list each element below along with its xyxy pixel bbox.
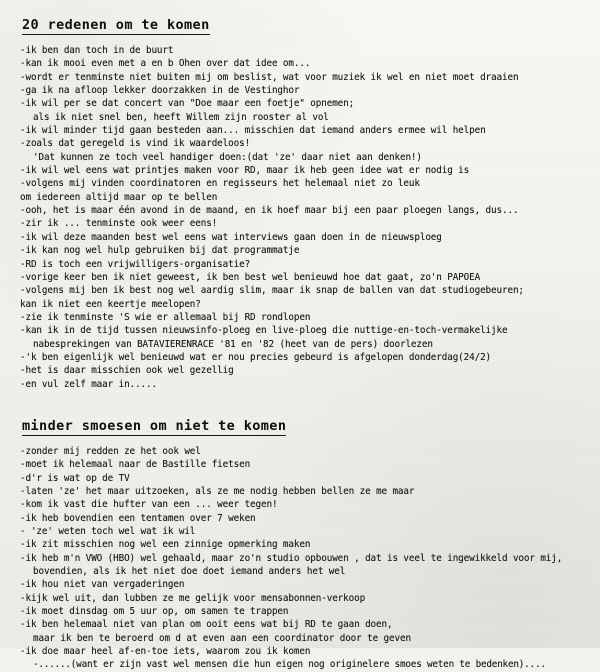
list-item: -ik zit misschien nog wel een zinnige opmerking maken xyxy=(20,539,311,551)
list-item: als ik niet snel ben, heeft Willem zijn rooster al vol xyxy=(33,111,329,123)
list-item: - 'ze' weten toch wel wat ik wil xyxy=(20,526,196,537)
list-item: bovendien, als ik het niet doe doet iemand anders het wel xyxy=(33,566,346,578)
section-heading-smoesen: minder smoesen om niet te komen xyxy=(22,417,287,434)
section-redenen-om-te-komen xyxy=(18,14,588,391)
list-item: -zir ik ... tenminste ook weer eens! xyxy=(20,218,218,230)
list-item: -'k ben eigenlijk wel benieuwd wat er nou precies gebeurd is afgelopen donderdag(24/2) xyxy=(20,351,492,363)
list-item: -volgens mij vinden coordinatoren en regisseurs het helemaal niet zo leuk xyxy=(20,178,420,190)
list-item: -d'r is wat op de TV xyxy=(20,472,130,484)
section-spacer xyxy=(18,391,588,401)
list-item: -wordt er tenminste niet buiten mij om beslist, wat voor muziek ik wel en niet moet draaien xyxy=(20,71,519,83)
list-item: om iedereen altijd maar op te bellen xyxy=(20,191,218,203)
list-item: -ik ben dan toch in de buurt xyxy=(20,45,174,56)
list-item: -ik hou niet van vergaderingen xyxy=(20,579,185,591)
list-item: -zoals dat geregeld is vind ik waardeloos! xyxy=(20,138,251,150)
list-item: -zonder mij redden ze het ook wel xyxy=(20,445,201,457)
list-item: -ik wil deze maanden best wel eens wat interviews gaan doen in de nieuwsploeg xyxy=(20,231,442,243)
list-item: -ik doe maar heel af-en-toe iets, waarom zou ik komen xyxy=(20,646,311,658)
list-item: -ga ik na afloop lekker doorzakken in de Vestinghor xyxy=(20,85,300,97)
list-item: -kijk wel uit, dan lubben ze me gelijk voor mensabonnen-verkoop xyxy=(20,592,366,604)
list-item: -RD is toch een vrijwilligers-organisatie? xyxy=(20,258,251,270)
list-item: -het is daar misschien ook wel gezellig xyxy=(20,365,234,377)
list-item: -vorige keer ben ik niet geweest, ik ben best wel benieuwd hoe dat gaat, zo'n PAPOEA xyxy=(20,271,481,283)
list-item: -ik moet dinsdag om 5 uur op, om samen te trappen xyxy=(20,606,289,618)
list-item: -ik wil wel eens wat printjes maken voor RD, maar ik heb geen idee wat er nodig is xyxy=(20,165,470,177)
list-item: -kan ik in de tijd tussen nieuwsinfo-ploeg en live-ploeg die nuttige-en-toch-vermakelijke xyxy=(20,325,508,337)
list-item: nabesprekingen van BATAVIERENRACE '81 en '82 (heet van de pers) doorlezen xyxy=(33,338,433,350)
list-item: 'Dat kunnen ze toch veel handiger doen:(dat 'ze' daar niet aan denken!) xyxy=(33,151,422,163)
list-item: -ik heb m'n VWO (HBO) wel gehaald, maar zo'n studio opbouwen , dat is veel te ingewikkeld voor mij, xyxy=(20,552,563,564)
list-item: -kom ik vast die hufter van een ... weer tegen! xyxy=(20,499,278,511)
list-smoesen-om-niet-te-komen xyxy=(20,445,588,672)
list-item: -volgens mij ben ik best nog wel aardig slim, maar ik snap de ballen van dat studiogebeuren; xyxy=(20,285,524,297)
list-item: -......(want er zijn vast wel mensen die hun eigen nog originelere smoes weten te bedenken).... xyxy=(33,659,546,671)
list-item: -ooh, het is maar één avond in de maand, en ik hoef maar bij een paar ploegen langs, dus... xyxy=(20,205,519,217)
list-item: -ik heb bovendien een tentamen over 7 weken xyxy=(20,512,256,524)
list-item: -kan ik mooi even met a en b Ohen over dat idee om... xyxy=(20,58,311,70)
list-item: -zie ik tenminste 'S wie er allemaal bij RD rondlopen xyxy=(20,311,311,323)
list-item: -ik wil per se dat concert van "Doe maar een foetje" opnemen; xyxy=(20,98,355,110)
list-item: -ik kan nog wel hulp gebruiken bij dat programmatje xyxy=(20,245,300,257)
section-smoesen-om-niet-te-komen xyxy=(18,401,588,672)
list-item: -moet ik helemaal naar de Bastille fietsen xyxy=(20,459,251,471)
list-redenen-om-te-komen xyxy=(20,44,588,391)
list-item: kan ik niet een keertje meelopen? xyxy=(20,298,201,310)
section-heading-komen: 20 redenen om te komen xyxy=(22,17,210,33)
list-item: -laten 'ze' het maar uitzoeken, als ze me nodig hebben bellen ze me maar xyxy=(20,485,415,497)
list-item: -ik wil minder tijd gaan besteden aan... misschien dat iemand anders ermee wil helpen xyxy=(20,125,486,137)
list-item: -en vul zelf maar in..... xyxy=(20,378,157,390)
list-item: maar ik ben te beroerd om d at even aan een coordinator door te geven xyxy=(33,632,411,644)
list-item: -ik ben helemaal niet van plan om ooit eens wat bij RD te gaan doen, xyxy=(20,619,393,631)
